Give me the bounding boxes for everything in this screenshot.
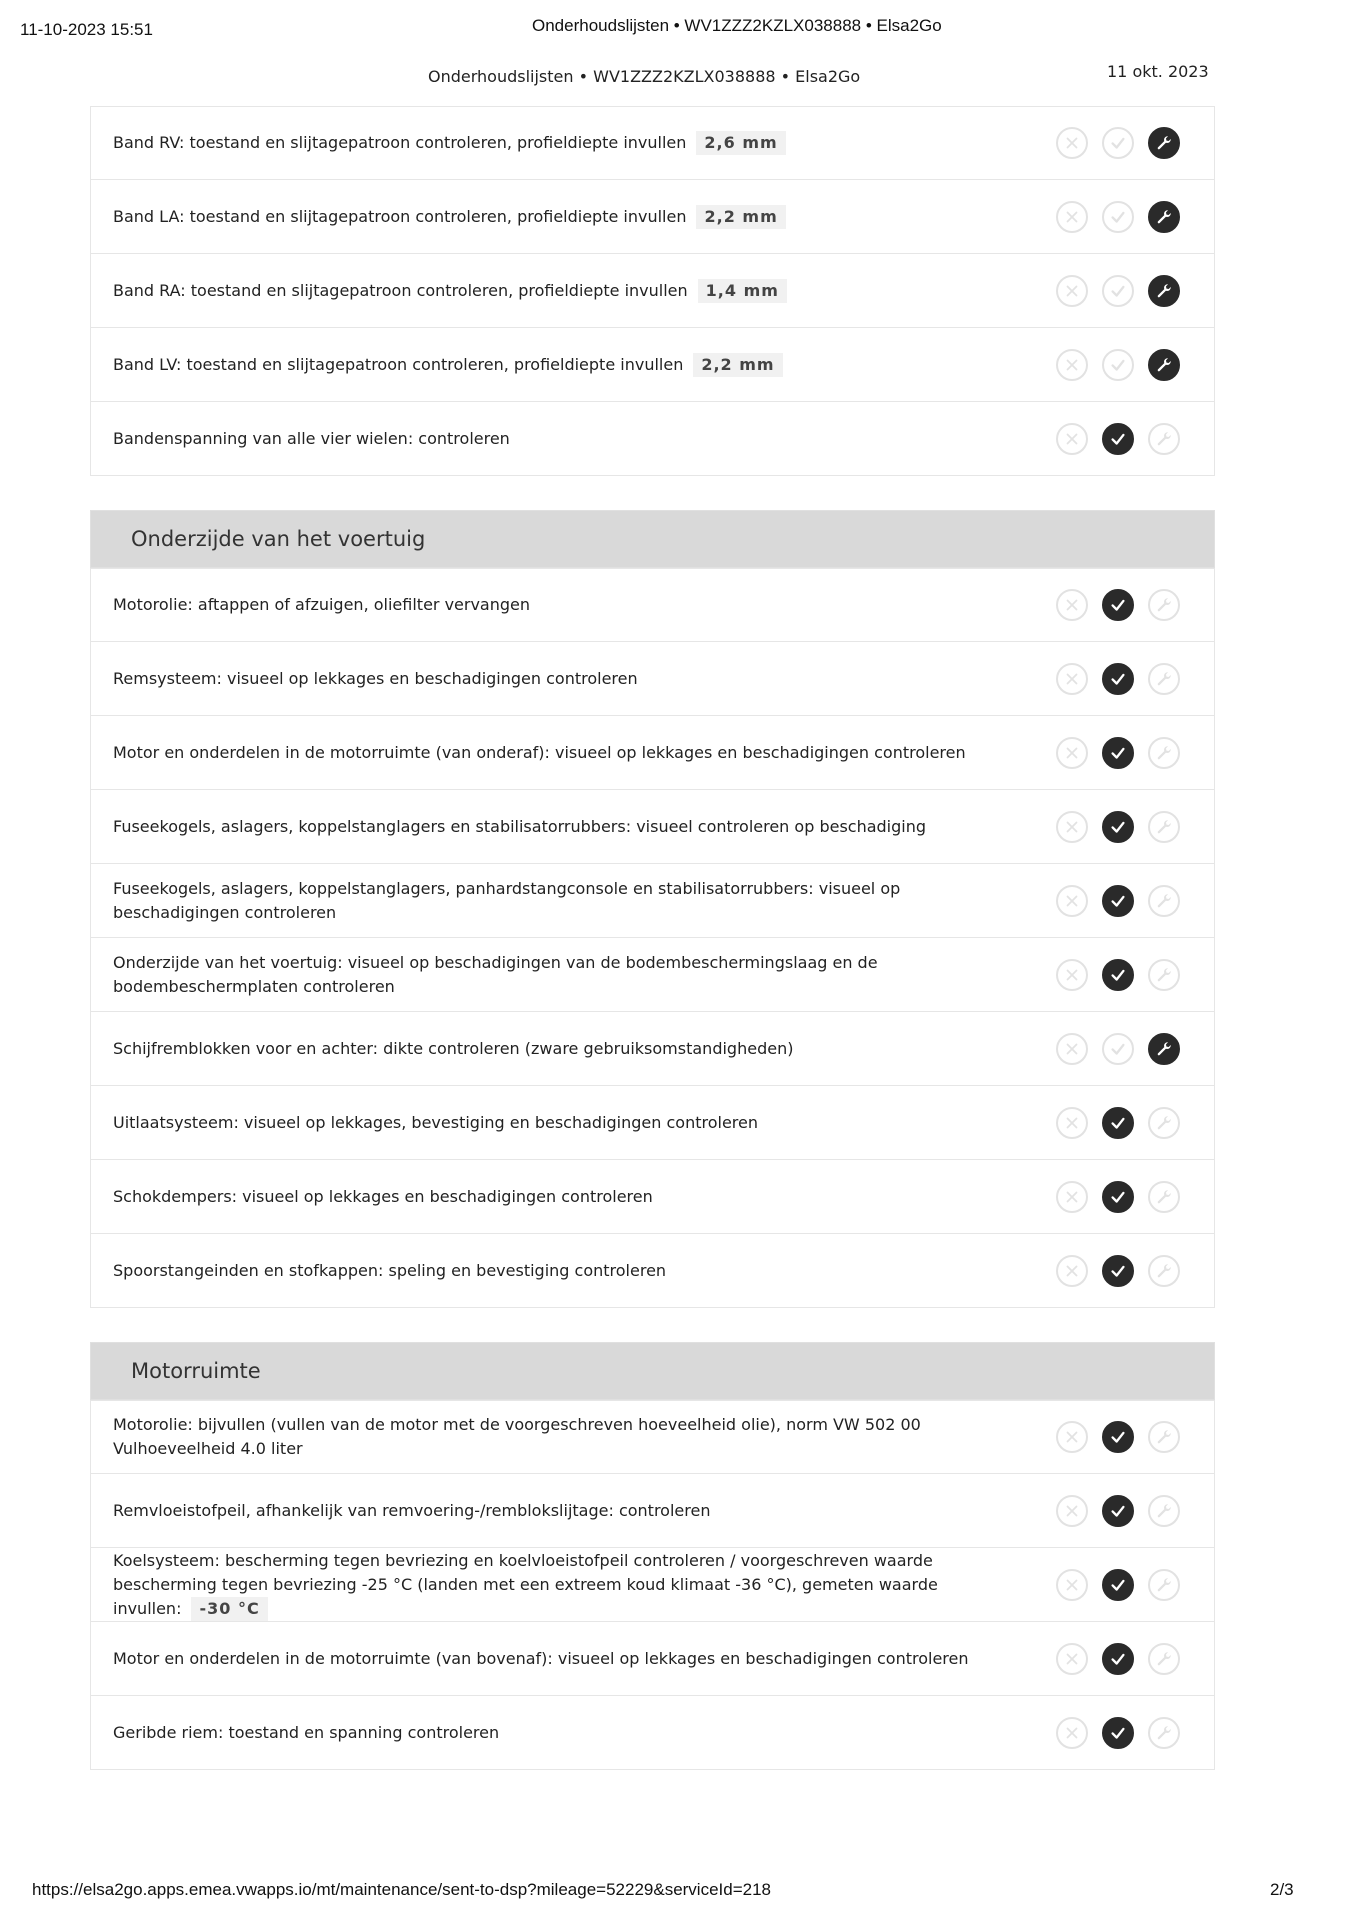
status-group <box>1056 1495 1180 1527</box>
x-circle-icon[interactable] <box>1056 1569 1088 1601</box>
measured-value: 2,2 mm <box>696 205 785 229</box>
check-circle-icon[interactable] <box>1102 663 1134 695</box>
measured-value: -30 °C <box>191 1597 267 1621</box>
checklist-row <box>90 328 1215 402</box>
checklist-row <box>90 1086 1215 1160</box>
checklist-item-text: Fuseekogels, aslagers, koppelstanglagers, panhardstangconsole en stabilisatorrubbers: visueel op beschadigingen controleren <box>113 878 901 922</box>
status-group <box>1056 1255 1180 1287</box>
checklist-row <box>90 1012 1215 1086</box>
check-circle-icon[interactable] <box>1102 423 1134 455</box>
checklist-item-text: Remsysteem: visueel op lekkages en beschadigingen controleren <box>113 668 638 688</box>
checklist-item-text: Band RV: toestand en slijtagepatroon controleren, profieldiepte invullen 2,6 mm <box>113 131 1004 155</box>
page-header <box>0 60 1345 90</box>
check-circle-icon[interactable] <box>1102 201 1134 233</box>
wrench-icon[interactable] <box>1148 1181 1180 1213</box>
section-rows <box>90 1400 1215 1770</box>
checklist-item-text: Bandenspanning van alle vier wielen: controleren <box>113 428 510 448</box>
checklist-row <box>90 938 1215 1012</box>
x-circle-icon[interactable] <box>1056 959 1088 991</box>
section-rows <box>90 568 1215 1308</box>
wrench-icon[interactable] <box>1148 737 1180 769</box>
x-circle-icon[interactable] <box>1056 275 1088 307</box>
wrench-icon[interactable] <box>1148 959 1180 991</box>
checklist-row <box>90 1400 1215 1474</box>
checklist-item-text: Uitlaatsysteem: visueel op lekkages, bevestiging en beschadigingen controleren <box>113 1112 758 1132</box>
checklist-row <box>90 106 1215 180</box>
checklist-row <box>90 1622 1215 1696</box>
wrench-icon[interactable] <box>1148 201 1180 233</box>
check-circle-icon[interactable] <box>1102 959 1134 991</box>
status-group <box>1056 1643 1180 1675</box>
x-circle-icon[interactable] <box>1056 1255 1088 1287</box>
wrench-icon[interactable] <box>1148 1717 1180 1749</box>
status-group <box>1056 1421 1180 1453</box>
page-date: 11 okt. 2023 <box>1107 62 1209 81</box>
wrench-icon[interactable] <box>1148 885 1180 917</box>
wrench-icon[interactable] <box>1148 1107 1180 1139</box>
checklist-row <box>90 1474 1215 1548</box>
print-datetime: 11-10-2023 15:51 <box>20 20 153 39</box>
status-group <box>1056 663 1180 695</box>
status-group <box>1056 1181 1180 1213</box>
check-circle-icon[interactable] <box>1102 275 1134 307</box>
check-circle-icon[interactable] <box>1102 589 1134 621</box>
status-group <box>1056 1033 1180 1065</box>
wrench-icon[interactable] <box>1148 1569 1180 1601</box>
x-circle-icon[interactable] <box>1056 127 1088 159</box>
x-circle-icon[interactable] <box>1056 1033 1088 1065</box>
x-circle-icon[interactable] <box>1056 201 1088 233</box>
checklist-row <box>90 254 1215 328</box>
check-circle-icon[interactable] <box>1102 1255 1134 1287</box>
wrench-icon[interactable] <box>1148 589 1180 621</box>
checklist-row <box>90 642 1215 716</box>
x-circle-icon[interactable] <box>1056 1643 1088 1675</box>
wrench-icon[interactable] <box>1148 663 1180 695</box>
measured-value: 1,4 mm <box>698 279 787 303</box>
wrench-icon[interactable] <box>1148 1033 1180 1065</box>
checklist-item-text: Band LV: toestand en slijtagepatroon controleren, profieldiepte invullen 2,2 mm <box>113 353 1004 377</box>
status-group <box>1056 423 1180 455</box>
wrench-icon[interactable] <box>1148 1643 1180 1675</box>
print-header <box>0 14 1345 44</box>
checklist-row <box>90 716 1215 790</box>
checklist-row <box>90 180 1215 254</box>
status-group <box>1056 201 1180 233</box>
wrench-icon[interactable] <box>1148 811 1180 843</box>
checklist-item-text: Schijfremblokken voor en achter: dikte controleren (zware gebruiksomstandigheden) <box>113 1038 794 1058</box>
x-circle-icon[interactable] <box>1056 1181 1088 1213</box>
page-title: Onderhoudslijsten • WV1ZZZ2KZLX038888 • Elsa2Go <box>428 67 861 86</box>
x-circle-icon[interactable] <box>1056 737 1088 769</box>
status-group <box>1056 737 1180 769</box>
status-group <box>1056 885 1180 917</box>
check-circle-icon[interactable] <box>1102 1181 1134 1213</box>
check-circle-icon[interactable] <box>1102 737 1134 769</box>
wrench-icon[interactable] <box>1148 423 1180 455</box>
x-circle-icon[interactable] <box>1056 589 1088 621</box>
wrench-icon[interactable] <box>1148 127 1180 159</box>
check-circle-icon[interactable] <box>1102 811 1134 843</box>
status-group <box>1056 1107 1180 1139</box>
checklist-row <box>90 568 1215 642</box>
status-group <box>1056 1717 1180 1749</box>
status-group <box>1056 275 1180 307</box>
x-circle-icon[interactable] <box>1056 1421 1088 1453</box>
checklist-item-text: Motor en onderdelen in de motorruimte (van bovenaf): visueel op lekkages en beschadigingen controleren <box>113 1648 969 1668</box>
section-rows <box>90 106 1215 476</box>
check-circle-icon[interactable] <box>1102 1495 1134 1527</box>
measured-value: 2,6 mm <box>696 131 785 155</box>
section-title: Onderzijde van het voertuig <box>90 510 1215 568</box>
checklist-row <box>90 1234 1215 1308</box>
checklist-item-text: Remvloeistofpeil, afhankelijk van remvoering-/remblokslijtage: controleren <box>113 1500 711 1520</box>
checklist-row <box>90 402 1215 476</box>
checklist-row <box>90 1696 1215 1770</box>
checklist-item-text: Motor en onderdelen in de motorruimte (van onderaf): visueel op lekkages en beschadigingen controleren <box>113 742 966 762</box>
checklist-item-text: Koelsysteem: bescherming tegen bevriezing en koelvloeistofpeil controleren / voorgeschreven waarde bescherming tegen bevriezing -25 °C (landen met een extreem koud klimaat -36 °C), gemeten waarde invullen: -30 °C <box>113 1549 1004 1621</box>
checklist-item-text: Fuseekogels, aslagers, koppelstanglagers en stabilisatorrubbers: visueel controleren op beschadiging <box>113 816 927 836</box>
check-circle-icon[interactable] <box>1102 1569 1134 1601</box>
check-circle-icon[interactable] <box>1102 1421 1134 1453</box>
x-circle-icon[interactable] <box>1056 349 1088 381</box>
checklist-item-text: Spoorstangeinden en stofkappen: speling en bevestiging controleren <box>113 1260 667 1280</box>
page-number: 2/3 <box>1270 1880 1294 1899</box>
x-circle-icon[interactable] <box>1056 1495 1088 1527</box>
checklist-item-text: Band LA: toestand en slijtagepatroon controleren, profieldiepte invullen 2,2 mm <box>113 205 1004 229</box>
status-group <box>1056 127 1180 159</box>
status-group <box>1056 589 1180 621</box>
check-circle-icon[interactable] <box>1102 349 1134 381</box>
x-circle-icon[interactable] <box>1056 885 1088 917</box>
measured-value: 2,2 mm <box>693 353 782 377</box>
status-group <box>1056 811 1180 843</box>
x-circle-icon[interactable] <box>1056 1107 1088 1139</box>
print-title: Onderhoudslijsten • WV1ZZZ2KZLX038888 • Elsa2Go <box>532 16 942 35</box>
status-group <box>1056 349 1180 381</box>
wrench-icon[interactable] <box>1148 275 1180 307</box>
checklist-row <box>90 790 1215 864</box>
section-title: Motorruimte <box>90 1342 1215 1400</box>
maintenance-list <box>90 106 1215 1770</box>
check-circle-icon[interactable] <box>1102 1033 1134 1065</box>
status-group <box>1056 959 1180 991</box>
check-circle-icon[interactable] <box>1102 1107 1134 1139</box>
checklist-row <box>90 864 1215 938</box>
check-circle-icon[interactable] <box>1102 127 1134 159</box>
check-circle-icon[interactable] <box>1102 885 1134 917</box>
checklist-item-text: Motorolie: bijvullen (vullen van de motor met de voorgeschreven hoeveelheid olie), norm VW 502 00 Vulhoeveelheid 4.0 liter <box>113 1415 921 1458</box>
x-circle-icon[interactable] <box>1056 1717 1088 1749</box>
x-circle-icon[interactable] <box>1056 663 1088 695</box>
checklist-row <box>90 1548 1215 1622</box>
x-circle-icon[interactable] <box>1056 811 1088 843</box>
check-circle-icon[interactable] <box>1102 1717 1134 1749</box>
checklist-row <box>90 1160 1215 1234</box>
checklist-item-text: Schokdempers: visueel op lekkages en beschadigingen controleren <box>113 1186 653 1206</box>
check-circle-icon[interactable] <box>1102 1643 1134 1675</box>
wrench-icon[interactable] <box>1148 1495 1180 1527</box>
checklist-item-text: Band RA: toestand en slijtagepatroon controleren, profieldiepte invullen 1,4 mm <box>113 279 1004 303</box>
wrench-icon[interactable] <box>1148 1421 1180 1453</box>
status-group <box>1056 1569 1180 1601</box>
x-circle-icon[interactable] <box>1056 423 1088 455</box>
checklist-item-text: Motorolie: aftappen of afzuigen, oliefilter vervangen <box>113 595 531 614</box>
wrench-icon[interactable] <box>1148 1255 1180 1287</box>
checklist-item-text: Onderzijde van het voertuig: visueel op beschadigingen van de bodembeschermingslaag en de bodembeschermplaten controleren <box>113 952 878 996</box>
checklist-item-text: Geribde riem: toestand en spanning controleren <box>113 1722 500 1742</box>
wrench-icon[interactable] <box>1148 349 1180 381</box>
page-url: https://elsa2go.apps.emea.vwapps.io/mt/maintenance/sent-to-dsp?mileage=52229&serviceId=218 <box>32 1880 772 1899</box>
